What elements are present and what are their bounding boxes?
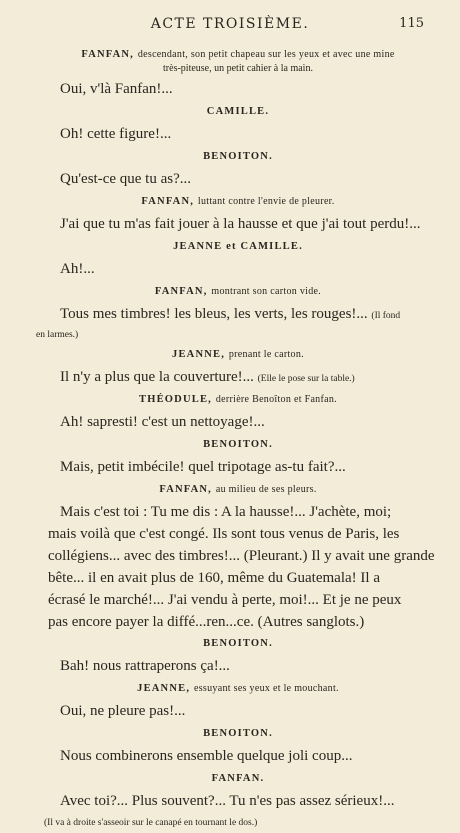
dialogue-line (48, 78, 428, 101)
page-number: 115 (399, 16, 424, 31)
closing-stage-direction: (Il va à droite s'asseoir sur le canapé en tournant le dos.) (44, 818, 258, 828)
speaker-name: BENOITON. (203, 728, 273, 739)
dialogue-line (48, 258, 428, 281)
dialogue-text: Nous combinerons ensemble quelque joli coup... (60, 748, 353, 764)
speaker-line (48, 236, 428, 258)
stage-direction: luttant contre l'envie de pleurer. (197, 196, 335, 207)
dialogue-line (48, 700, 428, 723)
speaker-name: BENOITON. (203, 439, 273, 450)
speaker-name: JEANNE, (172, 349, 226, 360)
speaker-name: FANFAN, (154, 286, 208, 297)
dialogue-line (48, 655, 428, 678)
paragraph-line: Mais c'est toi : Tu me dis : A la hausse!... J'achète, moi; (60, 504, 392, 520)
dialogue-line (48, 745, 428, 768)
dialogue-text: Bah! nous rattraperons ça!... (60, 658, 230, 674)
speaker-name: FANFAN, (81, 49, 135, 60)
dialogue-paragraph (48, 501, 435, 633)
speaker-line (48, 101, 428, 123)
speaker-line (48, 479, 428, 501)
dialogue-line (48, 790, 428, 813)
dialogue-text: Qu'est-ce que tu as?... (60, 171, 191, 187)
speaker-line (48, 633, 428, 655)
speaker-name: FANFAN, (141, 196, 195, 207)
speaker-name: BENOITON. (203, 638, 273, 649)
dialogue-text: Mais, petit imbécile! quel tripotage as-tu fait?... (60, 459, 346, 475)
dialogue-text: Ah!... (60, 261, 95, 277)
dialogue-text: Oh! cette figure!... (60, 126, 172, 142)
speaker-name: CAMILLE. (206, 106, 270, 117)
stage-direction: essuyant ses yeux et le mouchant. (193, 683, 339, 694)
speaker-name: THÉODULE, (139, 394, 212, 405)
stage-direction-continued: très-piteuse, un petit cahier à la main. (163, 63, 313, 74)
paragraph-line: pas encore payer la diffé...ren...ce. (Autres sanglots.) (48, 614, 365, 630)
dialogue-line (48, 456, 428, 479)
inline-stage-direction: (Elle le pose sur la table.) (257, 374, 355, 384)
paragraph-line: mais voilà que c'est congé. Ils sont tous venus de Paris, les (48, 526, 400, 542)
speaker-name: FANFAN. (211, 773, 265, 784)
speaker-line (48, 146, 428, 168)
speaker-line (48, 723, 428, 745)
speaker-name: FANFAN, (159, 484, 212, 495)
dialogue-line (48, 303, 428, 326)
paragraph-line: collégiens... avec des timbres!... (Pleurant.) Il y avait une grande (48, 548, 435, 564)
speaker-line (48, 281, 428, 303)
dialogue-text: Oui, v'là Fanfan!... (60, 81, 173, 97)
dialogue-text: Avec toi?... Plus souvent?... Tu n'es pas assez sérieux!... (60, 793, 395, 809)
paragraph-line: bête... il en avait plus de 160, même du Guatemala! Il a (48, 570, 380, 586)
speaker-line (48, 389, 428, 411)
stage-direction-tail: en larmes.) (36, 330, 79, 340)
speaker-line (48, 434, 428, 456)
dialogue-text: Il n'y a plus que la couverture!... (60, 369, 254, 385)
stage-direction: derrière Benoîton et Fanfan. (215, 394, 337, 405)
dialogue-line (48, 213, 428, 236)
dialogue-line (48, 411, 428, 434)
stage-direction: prenant le carton. (228, 349, 304, 360)
dialogue-line (48, 366, 428, 389)
stage-direction: au milieu de ses pleurs. (215, 484, 317, 495)
speaker-name: JEANNE et CAMILLE. (173, 241, 303, 252)
page-header (0, 14, 460, 34)
speaker-line (48, 344, 428, 366)
speaker-line (48, 191, 428, 213)
stage-direction: montrant son carton vide. (211, 286, 322, 297)
paragraph-line: écrasé le marché!... J'ai vendu à perte, moi!... Et je ne peux (48, 592, 402, 608)
dialogue-text: Oui, ne pleure pas!... (60, 703, 186, 719)
speaker-name: JEANNE, (137, 683, 191, 694)
speaker-name: BENOITON. (203, 151, 273, 162)
dialogue-text: Tous mes timbres! les bleus, les verts, les rouges!... (60, 306, 368, 322)
play-text (36, 44, 435, 833)
dialogue-text: Ah! sapresti! c'est un nettoyage!... (60, 414, 265, 430)
speaker-line (48, 678, 428, 700)
dialogue-text: J'ai que tu m'as fait jouer à la hausse et que j'ai tout perdu!... (60, 216, 421, 232)
running-title: ACTE TROISIÈME. (150, 16, 310, 32)
dialogue-line (48, 168, 428, 191)
dialogue-line (48, 123, 428, 146)
inline-stage-direction: (Il fond (371, 311, 401, 321)
speaker-line (48, 768, 428, 790)
stage-direction: descendant, son petit chapeau sur les yeux et avec une mine (137, 49, 395, 60)
